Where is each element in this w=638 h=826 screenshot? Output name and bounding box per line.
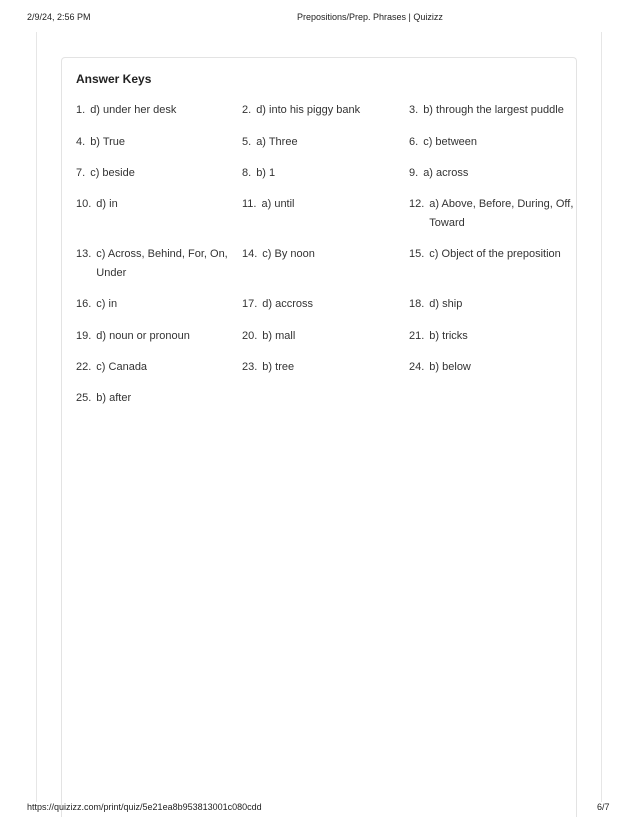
answer-item: 21. b) tricks <box>409 330 468 342</box>
answer-item: 12. a) Above, Before, During, Off, Toward <box>409 198 574 229</box>
answer-item: 1. d) under her desk <box>76 104 177 116</box>
answer-item: 17. d) accross <box>242 298 314 310</box>
page-border-left <box>36 32 37 802</box>
answer-item: 3. b) through the largest puddle <box>409 104 564 116</box>
answer-item: 14. c) By noon <box>242 248 315 260</box>
answer-item: 10. d) in <box>76 198 118 210</box>
page-number: 6/7 <box>597 802 610 812</box>
answer-item: 19. d) noun or pronoun <box>76 330 190 342</box>
answer-item: 9. a) across <box>409 167 469 179</box>
answer-item: 18. d) ship <box>409 298 463 310</box>
answer-item: 23. b) tree <box>242 361 295 373</box>
answer-item: 5. a) Three <box>242 136 298 148</box>
answer-item: 4. b) True <box>76 136 126 148</box>
answer-item: 13. c) Across, Behind, For, On, Under <box>76 248 228 279</box>
answer-item: 2. d) into his piggy bank <box>242 104 361 116</box>
answer-keys-card <box>61 57 577 817</box>
answer-item: 6. c) between <box>409 136 477 148</box>
answer-item: 22. c) Canada <box>76 361 148 373</box>
print-footer <box>0 800 638 826</box>
page-border-right <box>601 32 602 802</box>
answer-item: 15. c) Object of the preposition <box>409 248 561 260</box>
answer-item: 11. a) until <box>242 198 295 210</box>
answer-item: 8. b) 1 <box>242 167 276 179</box>
answer-item: 24. b) below <box>409 361 471 373</box>
print-datetime: 2/9/24, 2:56 PM <box>27 12 91 22</box>
answer-item: 25. b) after <box>76 392 132 404</box>
answer-keys-title: Answer Keys <box>76 72 152 86</box>
answer-item: 20. b) mall <box>242 330 296 342</box>
answer-item: 16. c) in <box>76 298 118 310</box>
answer-item: 7. c) beside <box>76 167 135 179</box>
print-header <box>0 0 638 24</box>
print-title: Prepositions/Prep. Phrases | Quizizz <box>297 12 443 22</box>
print-url: https://quizizz.com/print/quiz/5e21ea8b953813001c080cdd <box>27 802 262 812</box>
